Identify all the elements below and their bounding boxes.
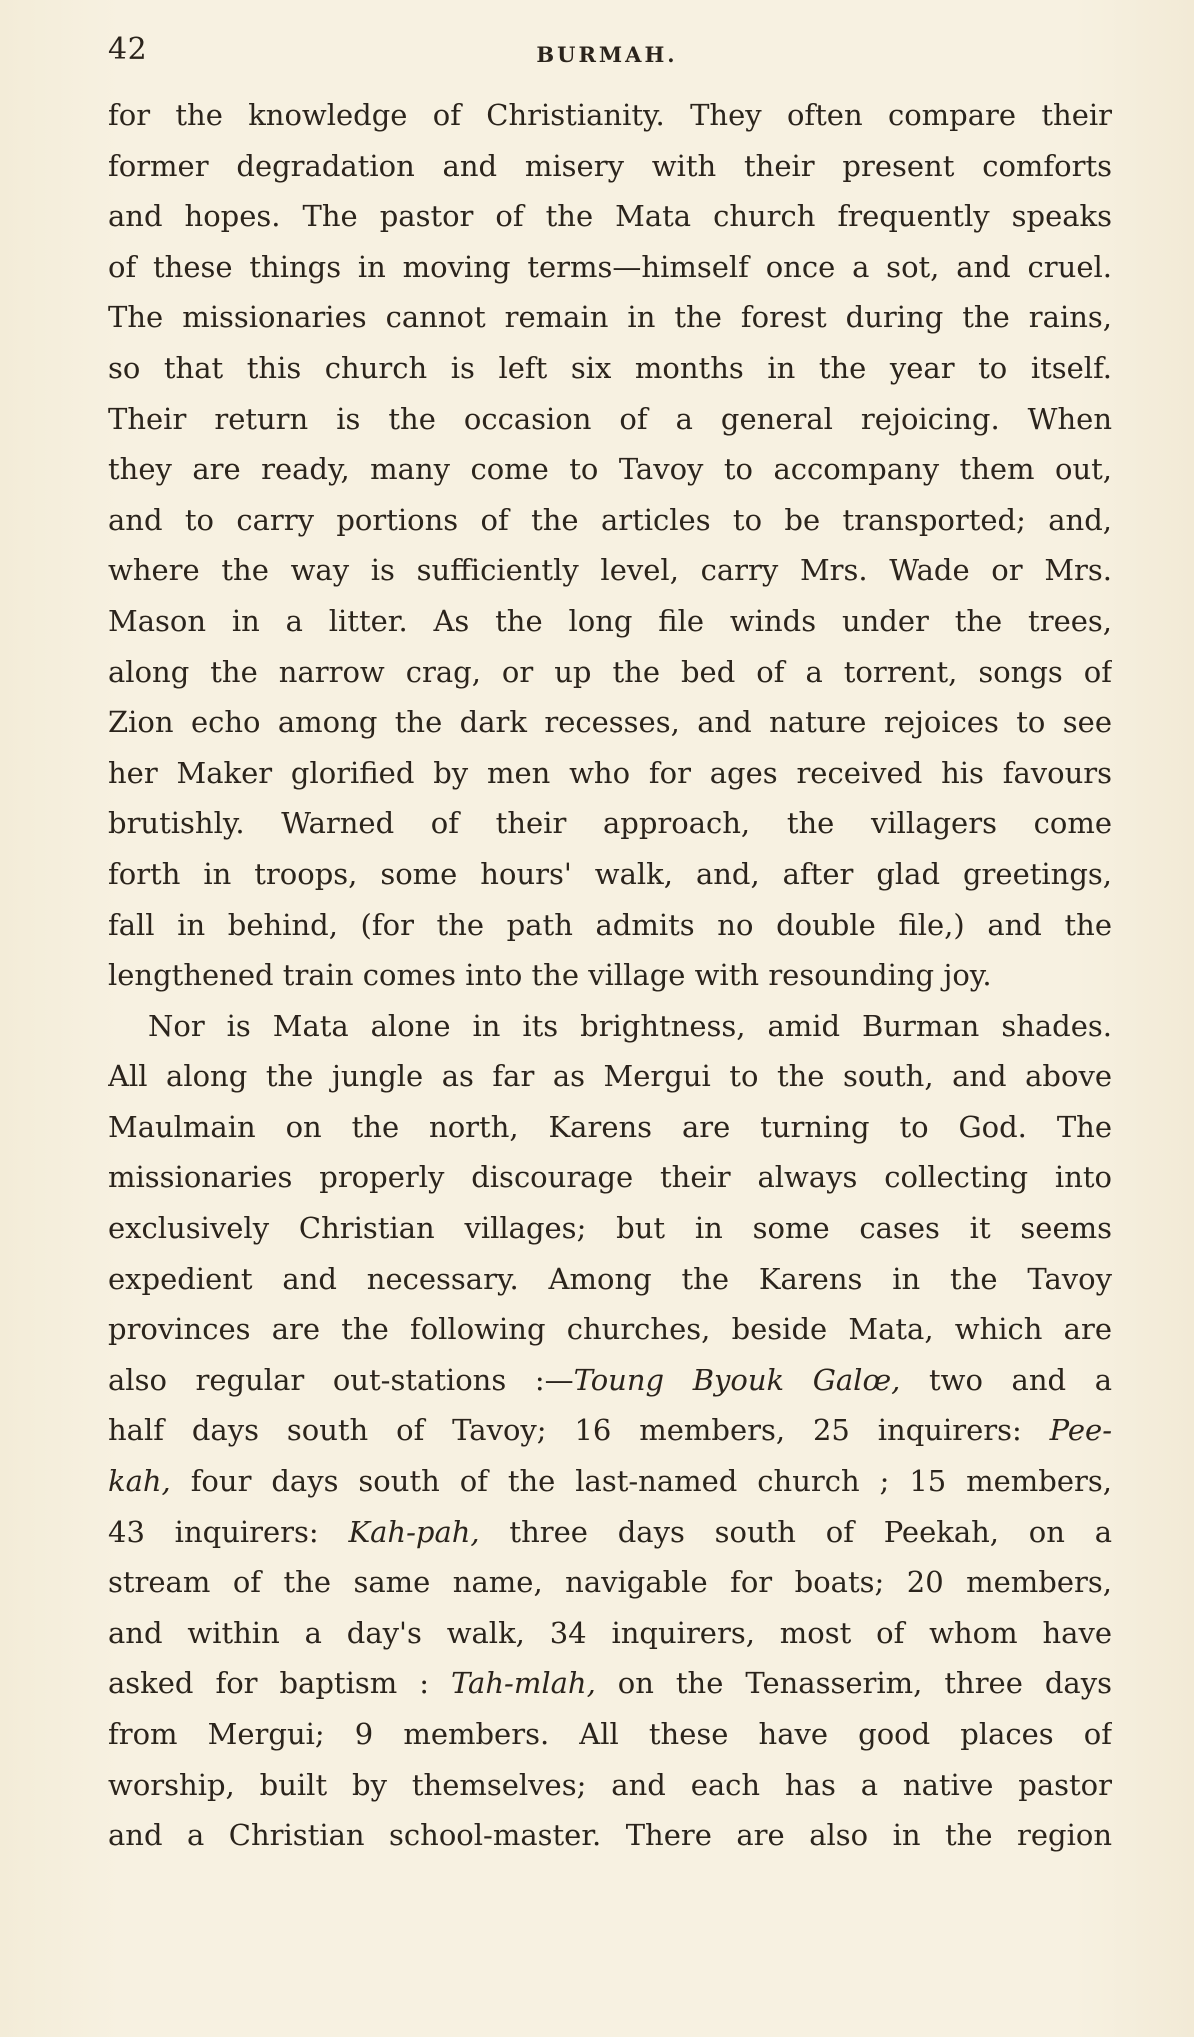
page-number: 42 (108, 32, 148, 67)
text-line (108, 697, 1112, 748)
text-run: on the Tenasserim, three days (595, 1666, 1112, 1701)
text-line (108, 1760, 1112, 1811)
text-line (108, 1001, 1112, 1052)
italic-place-name: kah, (108, 1464, 171, 1499)
page-header (108, 28, 1106, 78)
text-line (108, 545, 1112, 596)
text-line (108, 748, 1112, 799)
text-line (108, 90, 1112, 141)
text-run: asked for baptism : (108, 1666, 451, 1701)
text-line (108, 141, 1112, 192)
text-run: forth in troops, some hours' walk, and, after glad greetings, (108, 856, 1112, 891)
text-run: brutishly. Warned of their approach, the villagers come (108, 806, 1112, 841)
text-run: former degradation and misery with their present comforts (108, 148, 1112, 183)
text-line (108, 1102, 1112, 1153)
text-run: Nor is Mata alone in its brightness, amid Burman shades. (148, 1008, 1112, 1043)
text-line (108, 1254, 1112, 1305)
paragraph (108, 1001, 1112, 1861)
text-line (108, 1203, 1112, 1254)
text-line (108, 1051, 1112, 1102)
text-line (108, 1456, 1112, 1507)
text-line (108, 849, 1112, 900)
paragraph (108, 90, 1112, 1001)
text-run: 43 inquirers: (108, 1514, 349, 1549)
text-run: her Maker glorified by men who for ages received his favours (108, 755, 1112, 790)
text-run: and within a day's walk, 34 inquirers, most of whom have (108, 1615, 1112, 1650)
text-line (108, 495, 1112, 546)
text-run: from Mergui; 9 members. All these have good places of (108, 1717, 1112, 1751)
text-line (108, 647, 1112, 698)
text-line (108, 1355, 1112, 1406)
text-run: for the knowledge of Christianity. They often compare their (108, 98, 1112, 132)
text-run: expedient and necessary. Among the Karens in the Tavoy (108, 1261, 1112, 1296)
text-run: also regular out-stations :— (108, 1362, 574, 1397)
text-run: Mason in a litter. As the long file winds under the trees, (108, 603, 1112, 638)
text-run: of these things in moving terms—himself once a sot, and cruel. (108, 249, 1112, 284)
text-line (108, 1405, 1112, 1456)
text-line (108, 444, 1112, 495)
text-run: two and a (900, 1362, 1112, 1397)
text-run: and to carry portions of the articles to be transported; and, (108, 502, 1112, 537)
text-run: four days south of the last-named church ; 15 members, (170, 1464, 1112, 1499)
text-run: three days south of Peekah, on a (479, 1514, 1112, 1549)
text-line (108, 1658, 1112, 1709)
text-run: Maulmain on the north, Karens are turning to God. The (108, 1109, 1112, 1144)
text-run: worship, built by themselves; and each has a native pastor (108, 1767, 1112, 1802)
running-title: BURMAH. (536, 42, 678, 67)
text-line (108, 242, 1112, 293)
text-run: they are ready, many come to Tavoy to accompany them out, (108, 452, 1112, 487)
body-text (108, 90, 1112, 1861)
text-run: stream of the same name, navigable for boats; 20 members, (108, 1565, 1112, 1600)
text-run: and a Christian school-master. There are also in the region (108, 1818, 1112, 1853)
text-line (108, 1507, 1112, 1558)
italic-place-name: Pee- (1049, 1413, 1112, 1448)
text-line (108, 292, 1112, 343)
text-line (108, 1152, 1112, 1203)
text-run: provinces are the following churches, beside Mata, which are (108, 1312, 1112, 1347)
text-run: so that this church is left six months in the year to itself. (108, 350, 1112, 385)
text-run: fall in behind, (for the path admits no double file,) and the (108, 907, 1112, 942)
text-line (108, 1608, 1112, 1659)
italic-place-name: Kah-pah, (348, 1514, 480, 1549)
text-run: All along the jungle as far as Mergui to the south, and above (108, 1059, 1112, 1094)
text-run: Their return is the occasion of a general rejoicing. When (108, 401, 1112, 436)
italic-place-name: Tah-mlah, (450, 1666, 596, 1701)
text-run: half days south of Tavoy; 16 members, 25 inquirers: (108, 1413, 1050, 1448)
text-run: lengthened train comes into the village with resounding joy. (108, 958, 992, 993)
text-line (108, 343, 1112, 394)
text-line (108, 1557, 1112, 1608)
text-line (108, 191, 1112, 242)
text-line (108, 394, 1112, 445)
text-line (108, 900, 1112, 951)
text-line (108, 1810, 1112, 1861)
text-line (108, 1709, 1112, 1760)
text-run: The missionaries cannot remain in the forest during the rains, (108, 300, 1112, 335)
text-run: missionaries properly discourage their always collecting into (108, 1160, 1112, 1195)
text-run: where the way is sufficiently level, carry Mrs. Wade or Mrs. (108, 553, 1112, 588)
italic-place-name: Toung Byouk Galœ, (573, 1362, 901, 1397)
text-line (108, 1304, 1112, 1355)
text-line (108, 798, 1112, 849)
text-run: exclusively Christian villages; but in some cases it seems (108, 1211, 1112, 1246)
text-line (108, 950, 1112, 1001)
text-run: Zion echo among the dark recesses, and nature rejoices to see (108, 705, 1112, 740)
text-line (108, 596, 1112, 647)
text-run: and hopes. The pastor of the Mata church frequently speaks (108, 199, 1112, 234)
text-run: along the narrow crag, or up the bed of a torrent, songs of (108, 654, 1112, 689)
